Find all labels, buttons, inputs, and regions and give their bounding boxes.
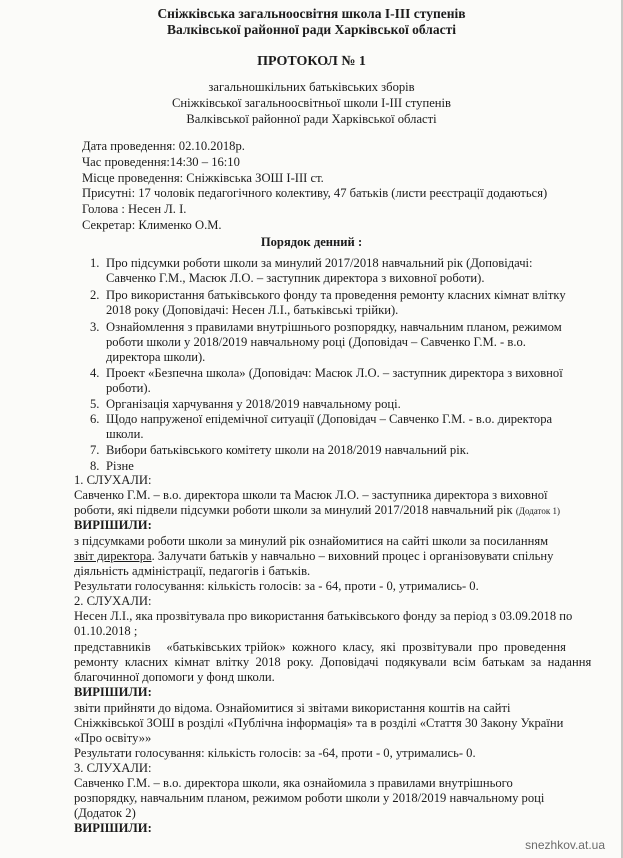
agenda-item-text: Організація харчування у 2018/2019 навчальному році. bbox=[106, 397, 401, 411]
section1-heard-text: Савченко Г.М. – в.о. директора школи та Масюк Л.О. – заступника директора з виховної bbox=[74, 488, 548, 502]
section1-vote: Результати голосування: кількість голосів: за - 64, проти - 0, утримались- 0. bbox=[74, 579, 479, 593]
meeting-present: Присутні: 17 чоловік педагогічного колективу, 47 батьків (листи реєстрації додаються) bbox=[82, 186, 548, 200]
section1-decided-text: з підсумками роботи школи за минулий рік ознайомитися на сайті школи за посиланням bbox=[74, 534, 549, 548]
meeting-chair: Голова : Несен Л. І. bbox=[82, 202, 187, 216]
agenda-item-num: 1. bbox=[90, 256, 100, 270]
agenda-item-text: директора школи). bbox=[106, 350, 206, 364]
meeting-line2: Сніжківської загальноосвітньої школи І-ІІІ ступенів bbox=[172, 96, 451, 110]
agenda-item-text: Щодо напруженої епідемічної ситуації (Доповідач – Савченко Г.М. - в.о. директора bbox=[106, 412, 553, 426]
meeting-secretary: Секретар: Клименко О.М. bbox=[82, 218, 222, 232]
agenda-item-num: 7. bbox=[90, 443, 100, 457]
section2-heard-heading: 2. СЛУХАЛИ: bbox=[74, 594, 152, 608]
meeting-time: Час проведення:14:30 – 16:10 bbox=[82, 155, 240, 169]
section2-decided-text: «Про освіту»» bbox=[74, 731, 152, 745]
agenda-title: Порядок денний : bbox=[260, 235, 363, 249]
agenda-item-text: Про підсумки роботи школи за минулий 2017/2018 навчальний рік (Доповідачі: bbox=[106, 256, 533, 270]
agenda-item-text: 2018 року (Доповідачі: Несен Л.І., батьківські трійки). bbox=[106, 303, 399, 317]
agenda-item-num: 8. bbox=[90, 459, 100, 473]
section2-decided-text: звіти прийняти до відома. Ознайомитися зі звітами використання коштів на сайті bbox=[74, 701, 511, 715]
section2-heard-text: Несен Л.І., яка прозвітувала про використання батьківського фонду за період з 03.09.2018 по bbox=[74, 609, 573, 623]
agenda-item-num: 6. bbox=[90, 412, 100, 426]
agenda-item-num: 3. bbox=[90, 320, 100, 334]
section2-heard-text: благочинної допомоги у фонд школи. bbox=[74, 670, 275, 684]
protocol-title: ПРОТОКОЛ № 1 bbox=[257, 54, 366, 69]
section3-heard-text: (Додаток 2) bbox=[74, 806, 136, 820]
appendix-note: (Додаток 1) bbox=[515, 506, 560, 516]
agenda-item-text: Ознайомлення з правилами внутрішнього розпорядку, навчальним планом, режимом bbox=[106, 320, 562, 334]
school-name-line1: Сніжківська загальноосвітня школа І-ІІІ ступенів bbox=[157, 6, 466, 21]
agenda-item-text: Проект «Безпечна школа» (Доповідач: Масюк Л.О. – заступник директора з виховної bbox=[106, 366, 563, 380]
section2-heard-text: представників «батьківських трійок» кожного класу, які прозвітували про проведення bbox=[74, 640, 566, 654]
site-watermark: snezhkov.at.ua bbox=[525, 838, 605, 852]
section1-decided-text bbox=[74, 549, 553, 563]
section2-heard-text: ремонту класних кімнат влітку 2018 року. Доповідачі подякували всім батькам за надання bbox=[74, 655, 592, 669]
agenda-item-text: Різне bbox=[106, 459, 134, 473]
director-report-link[interactable]: звіт директора bbox=[74, 549, 152, 563]
agenda-item-text: Про використання батьківського фонду та проведення ремонту класних кімнат влітку bbox=[106, 288, 566, 302]
section3-heard-text: розпорядку, навчальним планом, режимом роботи школи у 2018/2019 навчальному році bbox=[74, 791, 545, 805]
section3-heard-heading: 3. СЛУХАЛИ: bbox=[74, 761, 152, 775]
agenda-item-text: школи. bbox=[106, 427, 144, 441]
agenda-item-text: Савченко Г.М., Масюк Л.О. – заступник директора з виховної роботи). bbox=[106, 271, 485, 285]
agenda-item-text: роботи школи у 2018/2019 навчальному році (Доповідач – Савченко Г.М. - в.о. bbox=[106, 335, 526, 349]
section1-decided-text: діяльність адміністрації, педагогів і батьків. bbox=[74, 564, 311, 578]
section1-decided-heading: ВИРІШИЛИ: bbox=[74, 518, 152, 532]
section2-heard-text: 01.10.2018 ; bbox=[74, 624, 138, 638]
section2-decided-text: Сніжківської ЗОШ в розділі «Публічна інформація» та в розділі «Стаття 30 Закону України bbox=[74, 716, 564, 730]
agenda-item-num: 4. bbox=[90, 366, 100, 380]
agenda-item-num: 5. bbox=[90, 397, 100, 411]
agenda-item-text: Вибори батьківського комітету школи на 2018/2019 навчальний рік. bbox=[106, 443, 469, 457]
meeting-line1: загальношкільних батьківських зборів bbox=[208, 80, 415, 94]
section3-decided-heading: ВИРІШИЛИ: bbox=[74, 821, 152, 835]
meeting-date: Дата проведення: 02.10.2018р. bbox=[82, 139, 245, 153]
section1-heard-text-main: роботи, які підвели підсумки роботи школи за минулий 2017/2018 навчальний рік bbox=[74, 503, 513, 517]
section1-heard-text bbox=[74, 503, 560, 518]
meeting-place: Місце проведення: Сніжківська ЗОШ І-ІІІ ст. bbox=[82, 171, 324, 185]
agenda-item-text: роботи). bbox=[106, 381, 151, 395]
school-name-line2: Валківської районної ради Харківської області bbox=[167, 22, 456, 37]
section1-decided-text-rest: . Залучати батьків у навчально – виховний процес і організовувати спільну bbox=[151, 549, 554, 563]
section2-vote: Результати голосування: кількість голосів: за -64, проти - 0, утримались- 0. bbox=[74, 746, 476, 760]
section3-heard-text: Савченко Г.М. – в.о. директора школи, яка ознайомила з правилами внутрішнього bbox=[74, 776, 513, 790]
section1-heard-heading: 1. СЛУХАЛИ: bbox=[74, 473, 152, 487]
section2-decided-heading: ВИРІШИЛИ: bbox=[74, 685, 152, 699]
agenda-item-num: 2. bbox=[90, 288, 100, 302]
meeting-line3: Валківської районної ради Харківської області bbox=[186, 112, 437, 126]
